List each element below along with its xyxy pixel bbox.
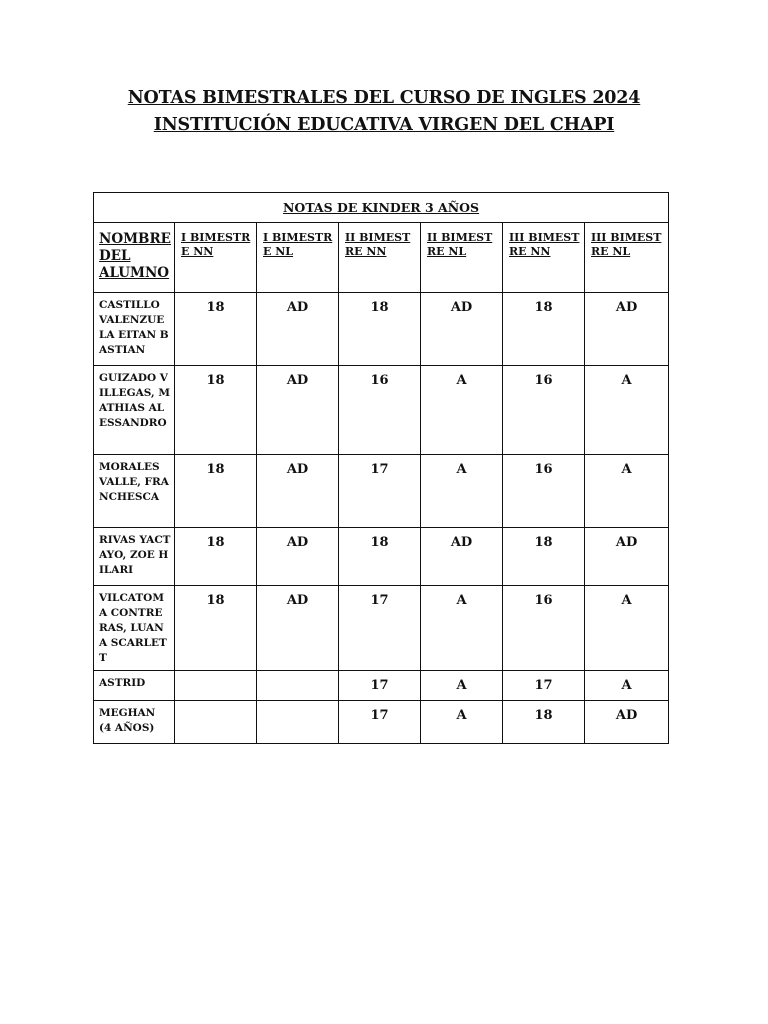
student-name-cell: CASTILLO VALENZUELA EITAN BASTIAN: [94, 293, 175, 366]
grade-cell: A: [421, 701, 503, 744]
grade-cell: 18: [175, 455, 257, 528]
grade-cell: A: [421, 671, 503, 701]
student-name-cell: ASTRID: [94, 671, 175, 701]
table-row: [94, 366, 669, 455]
document-subtitle: INSTITUCIÓN EDUCATIVA VIRGEN DEL CHAPI: [153, 115, 615, 135]
grade-cell: 16: [339, 366, 421, 455]
column-header: I BIMESTRE NN: [175, 223, 257, 293]
student-name-cell: VILCATOMA CONTRERAS, LUANA SCARLETT: [94, 586, 175, 671]
grade-cell: 18: [503, 701, 585, 744]
table-row: [94, 528, 669, 586]
grade-cell: A: [585, 586, 669, 671]
grade-cell: A: [585, 455, 669, 528]
grade-cell: A: [421, 586, 503, 671]
grade-cell: 18: [175, 366, 257, 455]
column-header: I BIMESTRE NL: [257, 223, 339, 293]
grade-cell: 18: [503, 528, 585, 586]
student-name-cell: RIVAS YACTAYO, ZOE HILARI: [94, 528, 175, 586]
grade-cell: [175, 671, 257, 701]
grade-cell: 18: [339, 293, 421, 366]
grade-cell: AD: [585, 701, 669, 744]
grade-cell: 16: [503, 455, 585, 528]
grade-cell: AD: [257, 586, 339, 671]
grade-cell: AD: [421, 528, 503, 586]
name-column-header: NOMBRE DEL ALUMNO: [94, 223, 175, 293]
column-header: III BIMESTRE NL: [585, 223, 669, 293]
table-row: [94, 293, 669, 366]
table-row: [94, 701, 669, 744]
grade-cell: 18: [503, 293, 585, 366]
student-name-cell: MEGHAN (4 AÑOS): [94, 701, 175, 744]
table-row: [94, 455, 669, 528]
grade-cell: 18: [175, 293, 257, 366]
grade-cell: 17: [339, 586, 421, 671]
grade-cell: AD: [585, 293, 669, 366]
column-header: III BIMESTRE NN: [503, 223, 585, 293]
table-caption: NOTAS DE KINDER 3 AÑOS: [94, 193, 669, 223]
grade-cell: AD: [257, 366, 339, 455]
column-header: II BIMESTRE NN: [339, 223, 421, 293]
table-caption-row: [94, 193, 669, 223]
grade-cell: A: [421, 455, 503, 528]
document-title: NOTAS BIMESTRALES DEL CURSO DE INGLES 2024: [127, 88, 641, 108]
grade-cell: 18: [175, 528, 257, 586]
grade-cell: 16: [503, 586, 585, 671]
grade-cell: AD: [257, 455, 339, 528]
grade-cell: [257, 671, 339, 701]
grade-cell: 18: [175, 586, 257, 671]
grade-cell: 16: [503, 366, 585, 455]
grades-table: [93, 192, 669, 744]
grade-cell: AD: [585, 528, 669, 586]
student-name-cell: GUIZADO VILLEGAS, MATHIAS ALESSANDRO: [94, 366, 175, 455]
grade-cell: AD: [257, 528, 339, 586]
grade-cell: A: [585, 366, 669, 455]
column-header: II BIMESTRE NL: [421, 223, 503, 293]
grade-cell: [257, 701, 339, 744]
grade-cell: A: [585, 671, 669, 701]
grade-cell: 17: [339, 455, 421, 528]
grade-cell: 18: [339, 528, 421, 586]
grade-cell: AD: [257, 293, 339, 366]
grade-cell: A: [421, 366, 503, 455]
grade-cell: 17: [503, 671, 585, 701]
table-row: [94, 671, 669, 701]
student-name-cell: MORALES VALLE, FRANCHESCA: [94, 455, 175, 528]
table-header-row: [94, 223, 669, 293]
grade-cell: [175, 701, 257, 744]
grade-cell: 17: [339, 701, 421, 744]
grade-cell: AD: [421, 293, 503, 366]
table-row: [94, 586, 669, 671]
grade-cell: 17: [339, 671, 421, 701]
